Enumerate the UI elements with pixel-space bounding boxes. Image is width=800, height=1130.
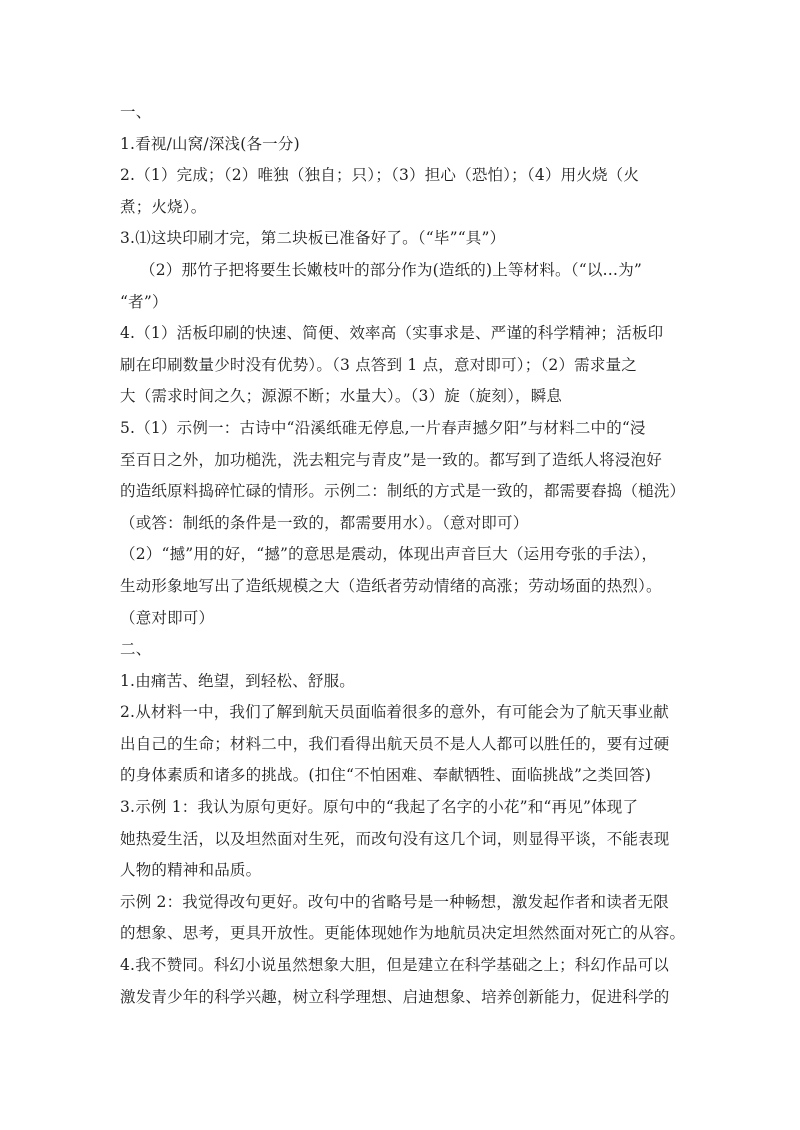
text-line: 煮；火烧）。: [120, 197, 207, 216]
text-line: 至百日之外，加功槌洗，洗去粗完与青皮”是一致的。都写到了造纸人将浸泡好: [120, 450, 662, 469]
text-line: 大（需求时间之久；源源不断；水量大）。（3）旋（旋刻），瞬息: [120, 387, 563, 406]
text-line: 的想象、思考，更具开放性。更能体现她作为地航员决定坦然然面对死亡的从容。: [120, 924, 686, 943]
text-line: 1.由痛苦、绝望，到轻松、舒服。: [120, 671, 355, 690]
text-line: 激发青少年的科学兴趣，树立科学理想、启迪想象、培养创新能力，促进科学的: [120, 987, 670, 1006]
text-line: 3.⑴这块印刷才完，第二块板已准备好了。（“毕”“具”）: [120, 229, 506, 248]
text-line: （2）那竹子把将要生长嫩枝叶的部分作为(造纸的)上等材料。（“以…为”: [140, 260, 643, 279]
text-line: 4.我不赞同。科幻小说虽然想象大胆，但是建立在科学基础之上；科幻作品可以: [120, 956, 669, 975]
text-line: 3.示例 1：我认为原句更好。原句中的“我起了名字的小花”和“再见”体现了: [120, 798, 639, 817]
text-line: 她热爱生活，以及坦然面对生死，而改句没有这几个词，则显得平谈，不能表现: [120, 829, 670, 848]
text-line: 一、: [120, 103, 152, 121]
text-line: 2.（1）完成；（2）唯独（独自；只）；（3）担心（恐怕）；（4）用火烧（火: [120, 166, 640, 185]
text-line: 刷在印刷数量少时没有优势）。（3 点答到 1 点，意对即可）；（2）需求量之: [120, 355, 637, 374]
text-line: （或答：制纸的条件是一致的，都需要用水）。（意对即可）: [120, 513, 529, 532]
text-line: 5.（1）示例一：古诗中“沿溪纸碓无停息,一片春声撼夕阳”与材料二中的“浸: [120, 418, 646, 437]
text-line: 出自己的生命；材料二中，我们看得出航天员不是人人都可以胜任的，要有过硬: [120, 734, 670, 753]
text-line: 的身体素质和诸多的挑战。(扣住“不怕困难、奉献牺牲、面临挑战”之类回答): [120, 766, 652, 785]
text-line: 人物的精神和品质。: [120, 861, 262, 880]
text-line: 示例 2：我觉得改句更好。改句中的省略号是一种畅想，激发起作者和读者无限: [120, 892, 669, 911]
text-line: （2）“撼”用的好，“撼”的意思是震动，体现出声音巨大（运用夸张的手法），: [120, 545, 658, 564]
text-line: 的造纸原料捣碎忙碌的情形。示例二：制纸的方式是一致的，都需要舂捣（槌洗）: [120, 482, 686, 501]
text-line: 生动形象地写出了造纸规模之大（造纸者劳动情绪的高涨；劳动场面的热烈）。: [120, 576, 662, 595]
text-line: （意对即可）: [120, 608, 215, 627]
text-line: 2.从材料一中，我们了解到航天员面临着很多的意外，有可能会为了航天事业献: [120, 703, 669, 722]
text-line: 1.看视/山窝/深浅(各一分): [120, 134, 300, 153]
text-line: 二、: [120, 640, 152, 659]
text-line: “者”）: [120, 292, 168, 311]
text-line: 4.（1）活板印刷的快速、简便、效率高（实事求是、严谨的科学精神；活板印: [120, 324, 664, 343]
answer-document: [120, 100, 720, 1016]
